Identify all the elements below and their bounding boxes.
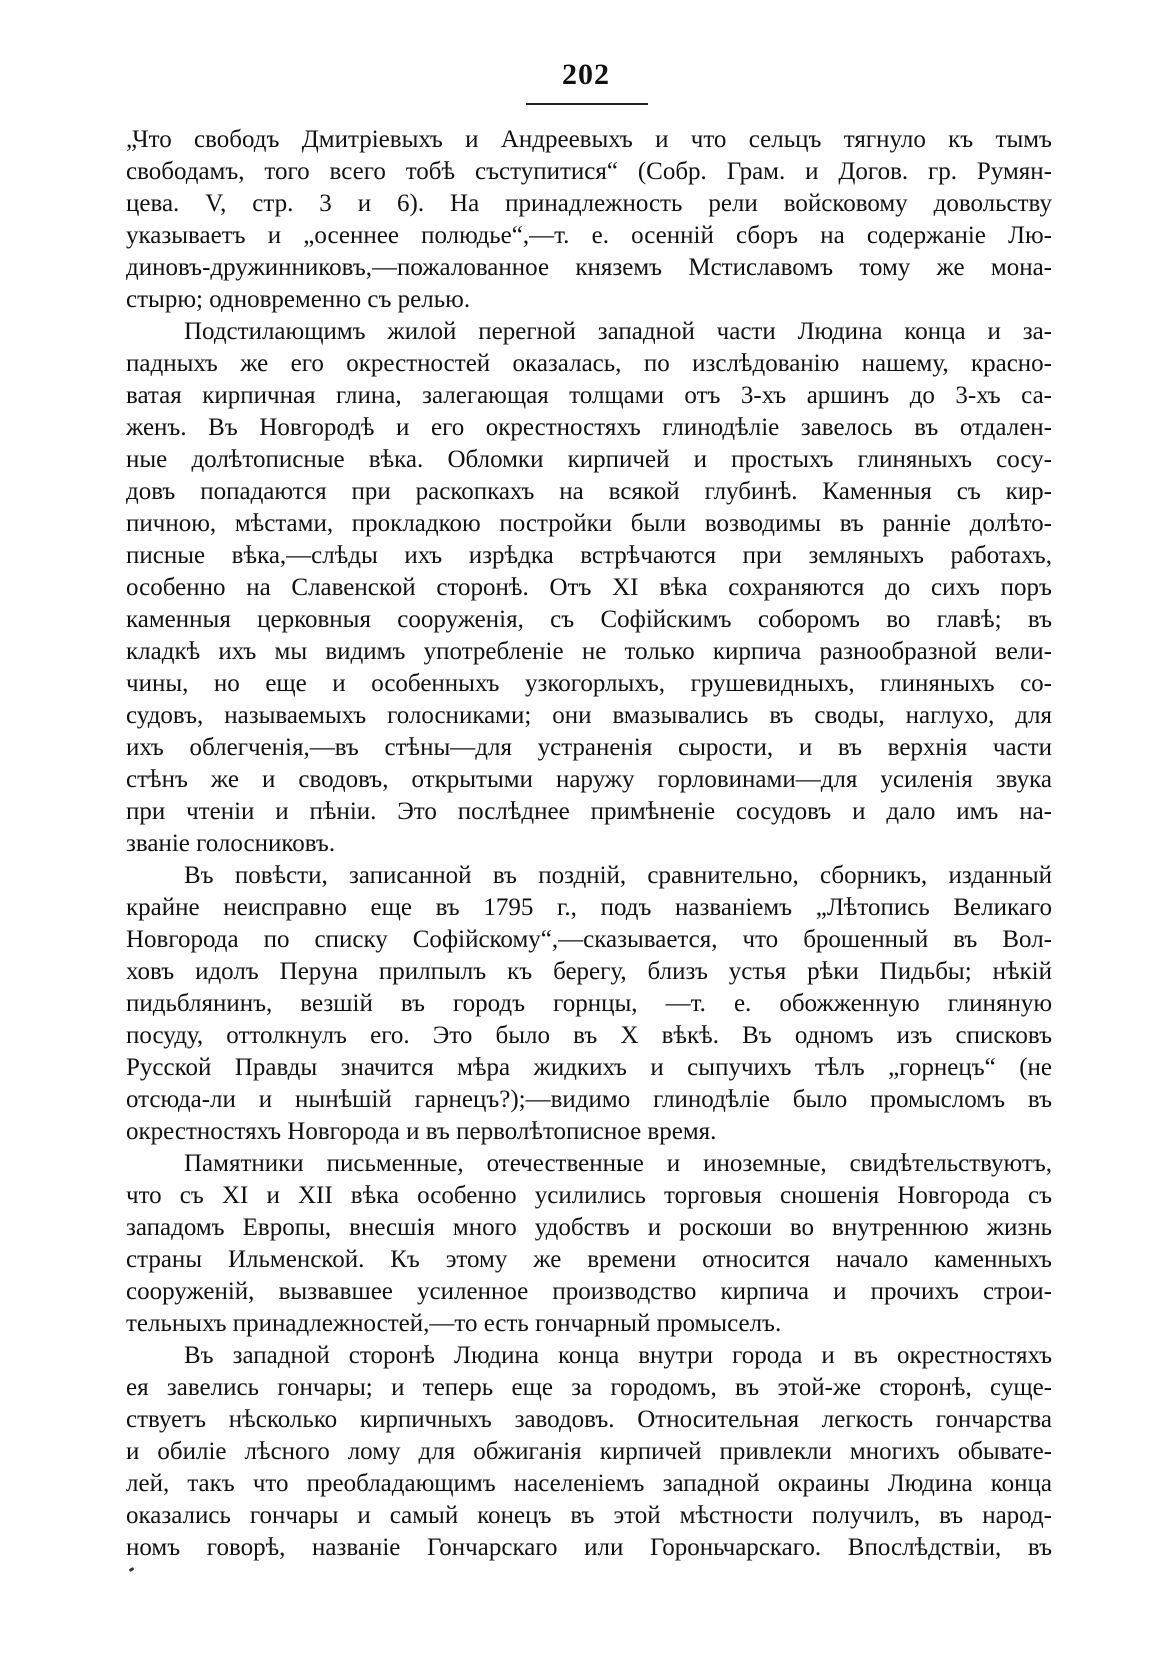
text-line: тельныхъ принадлежностей,—то есть гончарный промыселъ. [126,1310,782,1337]
text-line: пичною, мѣстами, прокладкою постройки были возводимы въ ранніе долѣто- [126,510,1052,537]
paragraph-1 [126,124,1052,316]
text-line: падныхъ же его окрестностей оказалась, по изслѣдованію нашему, красно- [126,350,1052,377]
body-text [126,124,1052,1564]
text-line: лей, такъ что преобладающимъ населеніемъ западной окраины Людина конца [126,1470,1052,1497]
text-line: сооруженій, вызвавшее усиленное производство кирпича и прочихъ строи- [126,1278,1052,1305]
text-line: званіе голосниковъ. [126,830,336,857]
text-line: и обиліе лѣсного лому для обжиганія кирпичей привлекли многихъ обывате- [126,1438,1052,1465]
paragraph-5 [126,1340,1052,1564]
text-line: ные долѣтописные вѣка. Обломки кирпичей и простыхъ глиняныхъ сосу- [126,446,1052,473]
text-line: свободамъ, того всего тобѣ съступитися“ (Собр. Грам. и Догов. гр. Румян- [126,158,1052,185]
print-speck [129,1567,135,1572]
text-line: довъ попадаются при раскопкахъ на всякой глубинѣ. Каменныя съ кир- [126,478,1052,505]
text-line: западомъ Европы, внесшія много удобствъ и роскоши во внутреннюю жизнь [126,1214,1052,1241]
text-line: посуду, оттолкнулъ его. Это было въ X вѣкѣ. Въ одномъ изъ списковъ [126,1022,1052,1049]
paragraph-3 [126,860,1052,1148]
text-line: отсюда-ли и нынѣшій гарнецъ?);—видимо глинодѣліе было промысломъ въ [126,1086,1052,1113]
text-line: указываетъ и „осеннее полюдье“,—т. е. осенній сборъ на содержаніе Лю- [126,222,1052,249]
text-line: диновъ-дружинниковъ,—пожалованное княземъ Мстиславомъ тому же мона- [126,254,1052,281]
text-line: Русской Правды значится мѣра жидкихъ и сыпучихъ тѣлъ „горнецъ“ (не [126,1054,1052,1081]
text-line: крайне неисправно еще въ 1795 г., подъ названіемъ „Лѣтопись Великаго [126,894,1052,921]
text-line: страны Ильменской. Къ этому же времени относится начало каменныхъ [126,1246,1052,1273]
text-line: оказались гончары и самый конецъ въ этой мѣстности получилъ, въ народ- [126,1502,1052,1529]
text-line: судовъ, называемыхъ голосниками; они вмазывались въ своды, наглухо, для [126,702,1052,729]
text-line: ея завелись гончары; и теперь еще за городомъ, въ этой-же сторонѣ, суще- [126,1374,1052,1401]
text-line: окрестностяхъ Новгорода и въ перволѣтописное время. [126,1118,717,1145]
text-line: особенно на Славенской сторонѣ. Отъ XI вѣка сохраняются до сихъ поръ [126,574,1052,601]
text-line: писные вѣка,—слѣды ихъ изрѣдка встрѣчаются при земляныхъ работахъ, [126,542,1052,569]
text-line: ватая кирпичная глина, залегающая толщами отъ 3-хъ аршинъ до 3-хъ са- [126,382,1052,409]
text-line: чины, но еще и особенныхъ узкогорлыхъ, грушевидныхъ, глиняныхъ со- [126,670,1052,697]
page-number-rule [526,103,648,105]
text-line: стѣнъ же и сводовъ, открытыми наружу горловинами—для усиленія звука [126,766,1052,793]
text-line: стырю; одновременно съ релью. [126,286,471,313]
text-line: каменныя церковныя сооруженія, съ Софійскимъ соборомъ во главѣ; въ [126,606,1052,633]
text-line: что съ XI и XII вѣка особенно усилились торговыя сношенія Новгорода съ [126,1182,1052,1209]
text-line: при чтеніи и пѣніи. Это послѣднее примѣненіе сосудовъ и дало имъ на- [126,798,1052,825]
text-line: женъ. Въ Новгородѣ и его окрестностяхъ глинодѣліе завелось въ отдален- [126,414,1052,441]
text-line: Въ западной сторонѣ Людина конца внутри города и въ окрестностяхъ [184,1342,1052,1369]
text-line: номъ говорѣ, названіе Гончарскаго или Гороньчарскаго. Впослѣдствіи, въ [126,1534,1052,1561]
text-line: „Что свободъ Дмитріевыхъ и Андреевыхъ и что сельцъ тягнуло къ тымъ [126,126,1052,153]
text-line: Подстилающимъ жилой перегной западной части Людина конца и за- [184,318,1052,345]
text-line: пидьблянинъ, везшій въ городъ горнцы, —т. е. обожженную глиняную [126,990,1052,1017]
text-line: Памятники письменные, отечественные и иноземные, свидѣтельствуютъ, [184,1150,1052,1177]
text-line: Новгорода по списку Софійскому“,—сказывается, что брошенный въ Вол- [126,926,1052,953]
paragraph-4 [126,1148,1052,1340]
text-line: ховъ идолъ Перуна прилпылъ къ берегу, близъ устья рѣки Пидьбы; нѣкій [126,958,1052,985]
page-number: 202 [562,58,610,91]
text-line: Въ повѣсти, записанной въ поздній, сравнительно, сборникъ, изданный [184,862,1052,889]
text-line: цева. V, стр. 3 и 6). На принадлежность рели войсковому довольству [126,190,1052,217]
text-line: кладкѣ ихъ мы видимъ употребленіе не только кирпича разнообразной вели- [126,638,1052,665]
paragraph-2 [126,316,1052,860]
text-line: ихъ облегченія,—въ стѣны—для устраненія сырости, и въ верхнія части [126,734,1052,761]
text-line: ствуетъ нѣсколько кирпичныхъ заводовъ. Относительная легкость гончарства [126,1406,1052,1433]
